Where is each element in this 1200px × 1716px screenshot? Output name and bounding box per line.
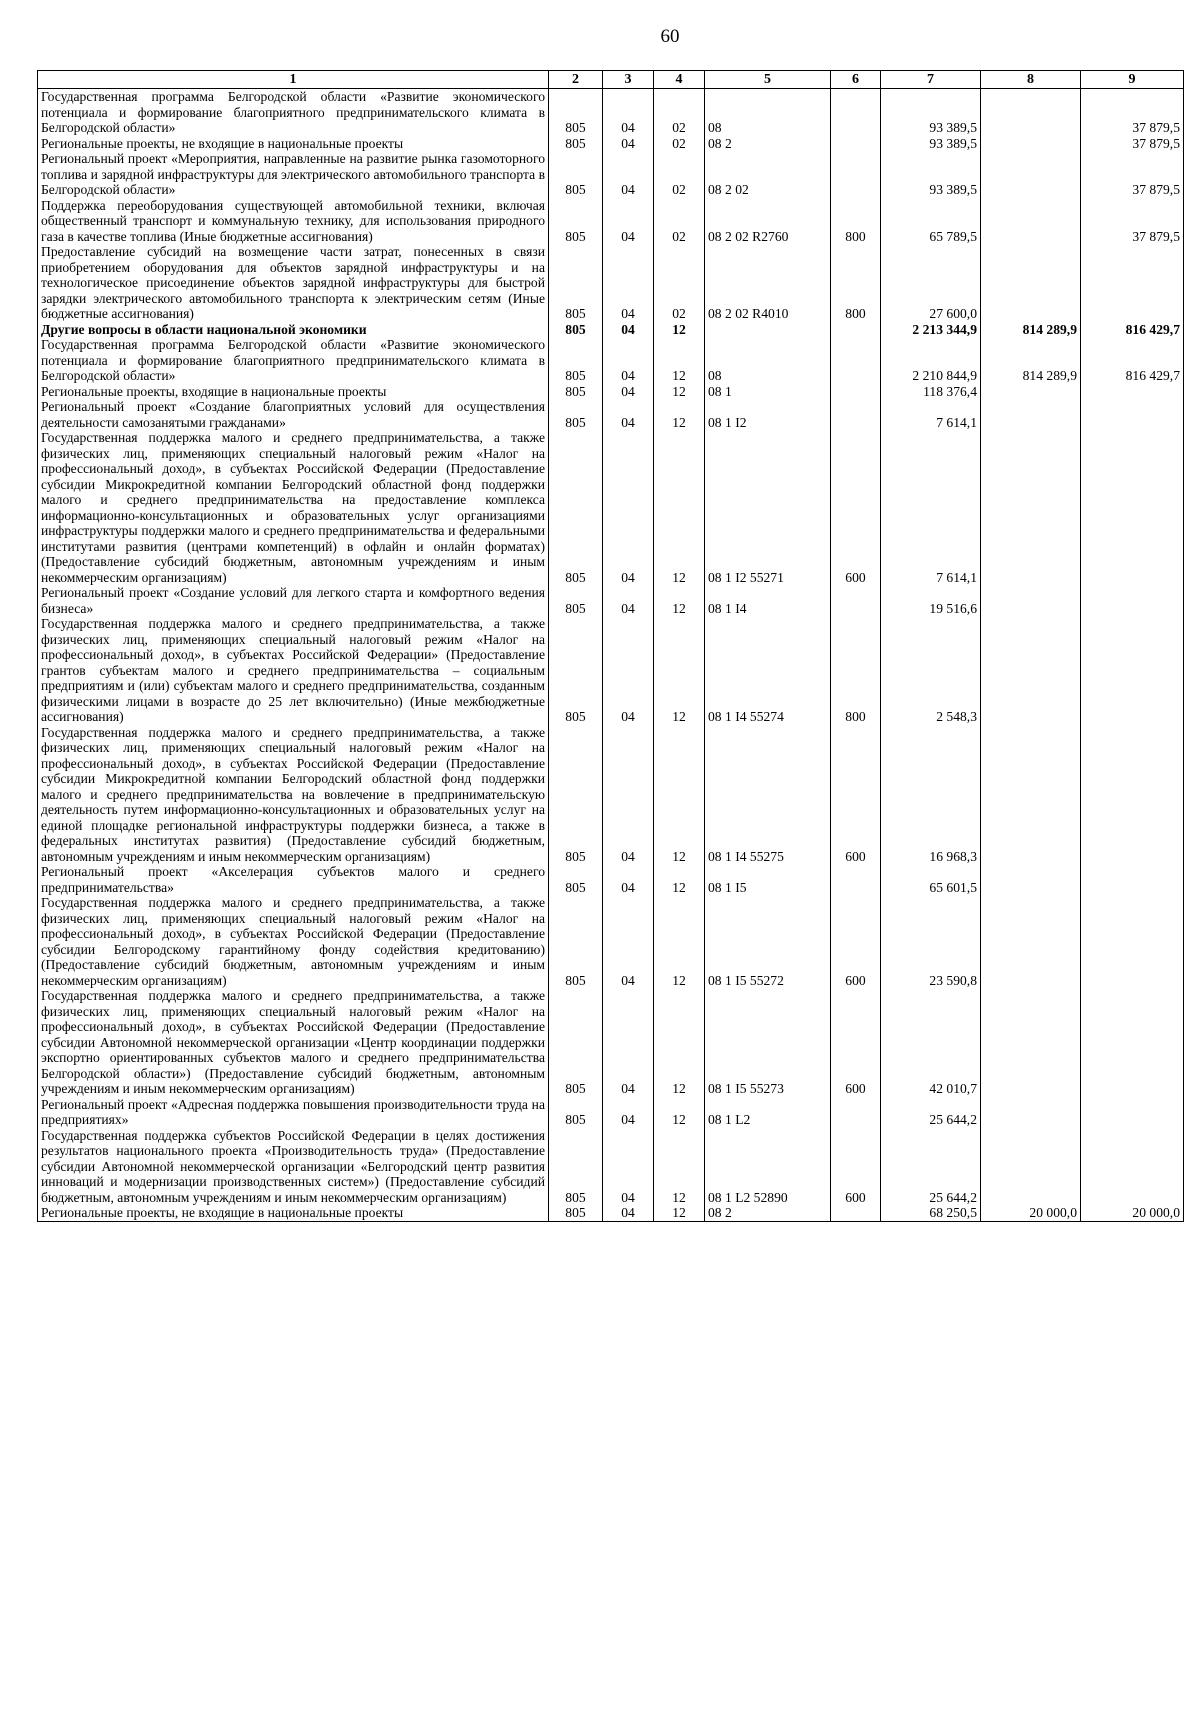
row-subsection-code: 12 [654,1097,705,1128]
row-amount-col7: 27 600,0 [881,244,981,322]
row-expense-type [831,864,881,895]
row-target-article: 08 2 02 R2760 [705,198,831,245]
row-subsection-code: 12 [654,616,705,725]
row-amount-col9: 816 429,7 [1081,337,1184,384]
row-target-article: 08 1 I2 55271 [705,430,831,585]
header-col-9: 9 [1081,71,1184,89]
row-expense-type [831,136,881,152]
row-department-code: 805 [549,1205,603,1221]
row-department-code: 805 [549,725,603,865]
row-section-code: 04 [603,616,654,725]
table-row [38,725,1184,865]
row-expense-type [831,1205,881,1221]
row-subsection-code: 12 [654,988,705,1097]
table-row [38,89,1184,136]
row-amount-col7: 25 644,2 [881,1128,981,1206]
table-row [38,136,1184,152]
table-row [38,1128,1184,1206]
row-subsection-code: 12 [654,322,705,338]
row-name: Государственная поддержка малого и среднего предпринимательства, а также физических лиц, применяющих специальный налоговый режим «Налог на профессиональный доход», в субъектах Российской Федерации (Предоставление субсидии Микрокредитной компании Белгородский областной фонд поддержки малого и среднего предпринимательства на вовлечение в предпринимательскую деятельность путем информационно-консультационных и образовательных услуг на единой площадке региональной инфраструктуры поддержки бизнеса, а также в федеральных институтах развития) (Предоставление субсидий бюджетным, автономным учреждениям и иным некоммерческим организациям) [38,725,549,865]
row-target-article: 08 2 02 [705,151,831,198]
row-section-code: 04 [603,1097,654,1128]
row-amount-col7: 7 614,1 [881,430,981,585]
row-department-code: 805 [549,430,603,585]
row-name: Региональные проекты, не входящие в национальные проекты [38,1205,549,1221]
table-row [38,384,1184,400]
row-amount-col9: 37 879,5 [1081,89,1184,136]
row-amount-col9 [1081,430,1184,585]
row-expense-type [831,151,881,198]
row-target-article: 08 2 02 R4010 [705,244,831,322]
row-amount-col9 [1081,384,1184,400]
row-amount-col9 [1081,616,1184,725]
row-expense-type [831,322,881,338]
row-expense-type: 600 [831,895,881,988]
row-amount-col9: 37 879,5 [1081,198,1184,245]
header-col-5: 5 [705,71,831,89]
row-name: Другие вопросы в области национальной экономики [38,322,549,338]
row-amount-col8 [981,399,1081,430]
row-section-code: 04 [603,864,654,895]
table-row [38,198,1184,245]
row-amount-col8 [981,725,1081,865]
table-row [38,864,1184,895]
page-number: 60 [660,26,680,47]
table-row [38,895,1184,988]
row-target-article: 08 [705,337,831,384]
table-row [38,322,1184,338]
row-subsection-code: 12 [654,337,705,384]
row-amount-col8 [981,988,1081,1097]
row-department-code: 805 [549,151,603,198]
row-subsection-code: 02 [654,136,705,152]
row-name: Региональные проекты, входящие в национальные проекты [38,384,549,400]
row-target-article: 08 1 I2 [705,399,831,430]
row-subsection-code: 02 [654,244,705,322]
budget-table [37,70,1184,1222]
header-col-6: 6 [831,71,881,89]
row-subsection-code: 12 [654,585,705,616]
header-col-2: 2 [549,71,603,89]
row-section-code: 04 [603,89,654,136]
row-name: Государственная программа Белгородской области «Развитие экономического потенциала и формирование благоприятного предпринимательского климата в Белгородской области» [38,89,549,136]
row-name: Региональный проект «Мероприятия, направленные на развитие рынка газомоторного топлива и зарядной инфраструктуры для электрического автомобильного транспорта в Белгородской области» [38,151,549,198]
row-department-code: 805 [549,399,603,430]
row-department-code: 805 [549,895,603,988]
header-col-3: 3 [603,71,654,89]
row-amount-col9 [1081,725,1184,865]
row-expense-type: 800 [831,616,881,725]
row-amount-col7: 2 213 344,9 [881,322,981,338]
row-amount-col8 [981,864,1081,895]
row-amount-col7: 16 968,3 [881,725,981,865]
row-amount-col7: 93 389,5 [881,89,981,136]
row-department-code: 805 [549,337,603,384]
row-name: Поддержка переоборудования существующей автомобильной техники, включая общественный транспорт и коммунальную технику, для использования природного газа в качестве топлива (Иные бюджетные ассигнования) [38,198,549,245]
row-section-code: 04 [603,585,654,616]
row-expense-type: 800 [831,198,881,245]
row-expense-type: 800 [831,244,881,322]
row-amount-col8 [981,1128,1081,1206]
row-expense-type: 600 [831,988,881,1097]
row-department-code: 805 [549,89,603,136]
row-department-code: 805 [549,198,603,245]
row-amount-col8 [981,151,1081,198]
row-name: Предоставление субсидий на возмещение части затрат, понесенных в связи приобретением оборудования для объектов зарядной инфраструктуры и на технологическое присоединение объектов зарядной инфраструктуры для быстрой зарядки электрического автомобильного транспорта к электрическим сетям (Иные бюджетные ассигнования) [38,244,549,322]
header-col-8: 8 [981,71,1081,89]
row-subsection-code: 02 [654,89,705,136]
row-amount-col7: 25 644,2 [881,1097,981,1128]
row-amount-col8 [981,1097,1081,1128]
row-department-code: 805 [549,1097,603,1128]
row-name: Государственная поддержка малого и среднего предпринимательства, а также физических лиц, применяющих специальный налоговый режим «Налог на профессиональный доход», в субъектах Российской Федерации (Предоставление субсидии Микрокредитной компании Белгородский областной фонд поддержки малого и среднего предпринимательства на предоставление комплекса информационно-консультационных и образовательных услуг организациями инфраструктуры поддержки малого и среднего предпринимательства и федеральными институтами развития (центрами компетенций) в офлайн и онлайн форматах) (Предоставление субсидий бюджетным, автономным учреждениям и иным некоммерческим организациям) [38,430,549,585]
row-subsection-code: 12 [654,399,705,430]
row-expense-type: 600 [831,430,881,585]
table-row [38,585,1184,616]
row-department-code: 805 [549,1128,603,1206]
row-name: Государственная поддержка субъектов Российской Федерации в целях достижения результатов национального проекта «Производительность труда» (Предоставление субсидии Автономной некоммерческой организации «Белгородский центр развития инноваций и модернизации производственных систем») (Предоставление субсидий бюджетным, автономным учреждениям и иным некоммерческим организациям) [38,1128,549,1206]
row-name: Государственная поддержка малого и среднего предпринимательства, а также физических лиц, применяющих специальный налоговый режим «Налог на профессиональный доход», в субъектах Российской Федерации» (Предоставление грантов субъектам малого и среднего предпринимательства – социальным предприятиям и (или) субъектам малого и среднего предпринимательства, созданным физическими лицами в возрасте до 25 лет включительно) (Иные межбюджетные ассигнования) [38,616,549,725]
row-amount-col9: 37 879,5 [1081,151,1184,198]
row-amount-col9 [1081,1128,1184,1206]
row-expense-type: 600 [831,1128,881,1206]
table-row [38,616,1184,725]
row-subsection-code: 12 [654,725,705,865]
row-amount-col7: 19 516,6 [881,585,981,616]
row-expense-type: 600 [831,725,881,865]
row-section-code: 04 [603,198,654,245]
table-row [38,399,1184,430]
row-amount-col7: 65 601,5 [881,864,981,895]
row-subsection-code: 12 [654,895,705,988]
row-amount-col9 [1081,895,1184,988]
table-row [38,244,1184,322]
row-target-article: 08 2 [705,136,831,152]
row-department-code: 805 [549,244,603,322]
row-target-article: 08 1 L2 [705,1097,831,1128]
row-expense-type [831,1097,881,1128]
row-section-code: 04 [603,136,654,152]
row-department-code: 805 [549,322,603,338]
row-amount-col8: 814 289,9 [981,322,1081,338]
row-section-code: 04 [603,322,654,338]
row-amount-col8 [981,585,1081,616]
row-expense-type [831,337,881,384]
row-name: Региональный проект «Акселерация субъектов малого и среднего предпринимательства» [38,864,549,895]
row-amount-col8 [981,430,1081,585]
row-amount-col7: 7 614,1 [881,399,981,430]
table-row [38,430,1184,585]
row-amount-col9: 37 879,5 [1081,136,1184,152]
row-expense-type [831,585,881,616]
row-department-code: 805 [549,384,603,400]
row-expense-type [831,399,881,430]
header-col-7: 7 [881,71,981,89]
row-amount-col9 [1081,988,1184,1097]
row-expense-type [831,384,881,400]
row-department-code: 805 [549,585,603,616]
row-subsection-code: 12 [654,864,705,895]
row-name: Региональный проект «Создание условий для легкого старта и комфортного ведения бизнеса» [38,585,549,616]
row-amount-col8 [981,384,1081,400]
row-amount-col9: 20 000,0 [1081,1205,1184,1221]
row-target-article: 08 1 I4 [705,585,831,616]
row-target-article: 08 1 [705,384,831,400]
row-target-article: 08 1 I4 55274 [705,616,831,725]
header-row [38,71,1184,89]
row-section-code: 04 [603,430,654,585]
row-target-article: 08 [705,89,831,136]
table-row [38,988,1184,1097]
row-subsection-code: 12 [654,384,705,400]
row-amount-col9 [1081,1097,1184,1128]
row-amount-col7: 65 789,5 [881,198,981,245]
row-section-code: 04 [603,1128,654,1206]
row-target-article: 08 1 I5 [705,864,831,895]
row-amount-col7: 118 376,4 [881,384,981,400]
row-amount-col9 [1081,585,1184,616]
row-amount-col8 [981,89,1081,136]
row-section-code: 04 [603,725,654,865]
row-department-code: 805 [549,988,603,1097]
row-section-code: 04 [603,895,654,988]
row-expense-type [831,89,881,136]
row-section-code: 04 [603,151,654,198]
row-department-code: 805 [549,864,603,895]
row-target-article: 08 1 I4 55275 [705,725,831,865]
row-amount-col9: 816 429,7 [1081,322,1184,338]
row-amount-col9 [1081,244,1184,322]
header-col-1: 1 [38,71,549,89]
row-subsection-code: 12 [654,1205,705,1221]
row-subsection-code: 02 [654,151,705,198]
row-section-code: 04 [603,337,654,384]
row-section-code: 04 [603,399,654,430]
row-amount-col8 [981,895,1081,988]
row-name: Государственная программа Белгородской области «Развитие экономического потенциала и формирование благоприятного предпринимательского климата в Белгородской области» [38,337,549,384]
row-amount-col8: 814 289,9 [981,337,1081,384]
table-row [38,1097,1184,1128]
row-amount-col9 [1081,399,1184,430]
table-row [38,337,1184,384]
row-amount-col8 [981,244,1081,322]
row-name: Региональные проекты, не входящие в национальные проекты [38,136,549,152]
row-department-code: 805 [549,616,603,725]
row-name: Государственная поддержка малого и среднего предпринимательства, а также физических лиц, применяющих специальный налоговый режим «Налог на профессиональный доход», в субъектах Российской Федерации (Предоставление субсидии Автономной некоммерческой организации «Центр координации поддержки экспортно ориентированных субъектов малого и среднего предпринимательства Белгородской области») (Предоставление субсидий бюджетным, автономным учреждениям и иным некоммерческим организациям) [38,988,549,1097]
row-amount-col7: 93 389,5 [881,151,981,198]
row-amount-col7: 93 389,5 [881,136,981,152]
row-name: Региональный проект «Создание благоприятных условий для осуществления деятельности самозанятыми гражданами» [38,399,549,430]
row-target-article [705,322,831,338]
row-section-code: 04 [603,384,654,400]
row-subsection-code: 12 [654,430,705,585]
row-section-code: 04 [603,988,654,1097]
row-section-code: 04 [603,1205,654,1221]
row-amount-col7: 2 548,3 [881,616,981,725]
row-department-code: 805 [549,136,603,152]
table-row [38,151,1184,198]
row-section-code: 04 [603,244,654,322]
row-name: Региональный проект «Адресная поддержка повышения производительности труда на предприятиях» [38,1097,549,1128]
row-amount-col7: 23 590,8 [881,895,981,988]
row-target-article: 08 1 I5 55272 [705,895,831,988]
row-amount-col9 [1081,864,1184,895]
row-target-article: 08 1 L2 52890 [705,1128,831,1206]
row-subsection-code: 02 [654,198,705,245]
table-row [38,1205,1184,1221]
row-name: Государственная поддержка малого и среднего предпринимательства, а также физических лиц, применяющих специальный налоговый режим «Налог на профессиональный доход», в субъектах Российской Федерации (Предоставление субсидии Белгородскому гарантийному фонду содействия кредитованию) (Предоставление субсидий бюджетным, автономным учреждениям и иным некоммерческим организациям) [38,895,549,988]
row-amount-col7: 2 210 844,9 [881,337,981,384]
row-amount-col7: 68 250,5 [881,1205,981,1221]
row-target-article: 08 1 I5 55273 [705,988,831,1097]
row-amount-col8: 20 000,0 [981,1205,1081,1221]
row-amount-col8 [981,198,1081,245]
row-subsection-code: 12 [654,1128,705,1206]
row-target-article: 08 2 [705,1205,831,1221]
row-amount-col8 [981,136,1081,152]
row-amount-col8 [981,616,1081,725]
header-col-4: 4 [654,71,705,89]
row-amount-col7: 42 010,7 [881,988,981,1097]
